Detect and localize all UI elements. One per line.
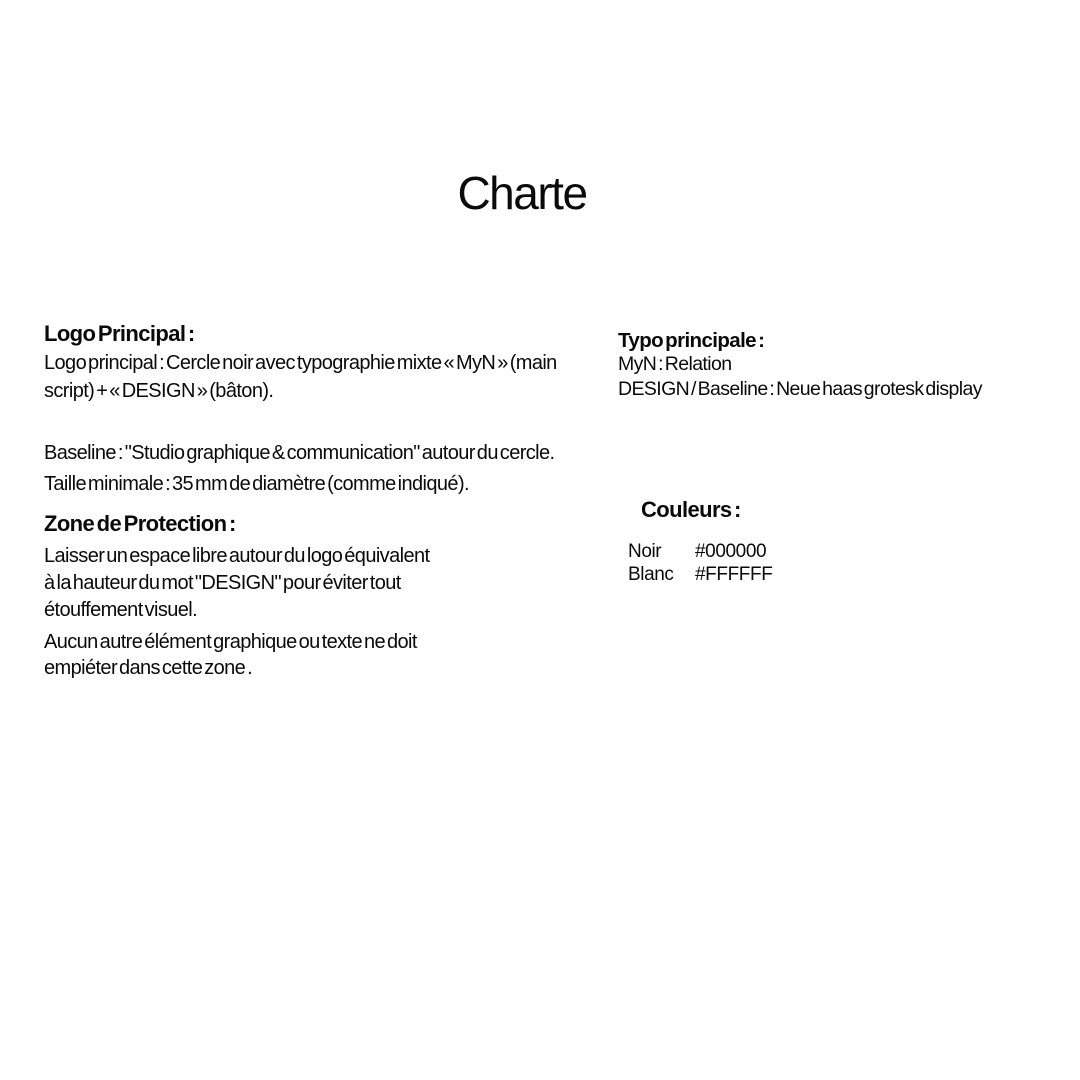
- logo-description: Logo principal : Cercle noir avec typographie mixte « MyN » (main script) + « DESIGN » (bâton).: [44, 352, 557, 402]
- color-table: [628, 541, 772, 586]
- color-hex: #FFFFFF: [695, 563, 773, 585]
- color-name: Noir: [628, 541, 662, 562]
- section-heading-logo: Logo Principal :: [44, 321, 195, 346]
- protection-note: Aucun autre élément graphique ou texte ne doit empiéter dans cette zone .: [44, 631, 417, 679]
- baseline-and-min-size-note: Baseline : "Studio graphique & communication" autour du cercle. Taille minimale : 35 mm de diamètre (comme indiqué).: [44, 442, 555, 495]
- color-name: Blanc: [628, 563, 674, 585]
- section-heading-typo: Typo principale :: [618, 329, 765, 352]
- section-heading-protection: Zone de Protection :: [44, 511, 236, 536]
- color-hex: #000000: [695, 541, 767, 562]
- page-title: Charte: [457, 167, 587, 219]
- section-heading-colors: Couleurs :: [641, 497, 741, 522]
- typo-details: MyN : Relation DESIGN / Baseline : Neue haas grotesk display: [618, 353, 982, 400]
- protection-paragraph: Laisser un espace libre autour du logo équivalent à la hauteur du mot "DESIGN" pour éviter tout étouffement visuel.: [44, 545, 430, 621]
